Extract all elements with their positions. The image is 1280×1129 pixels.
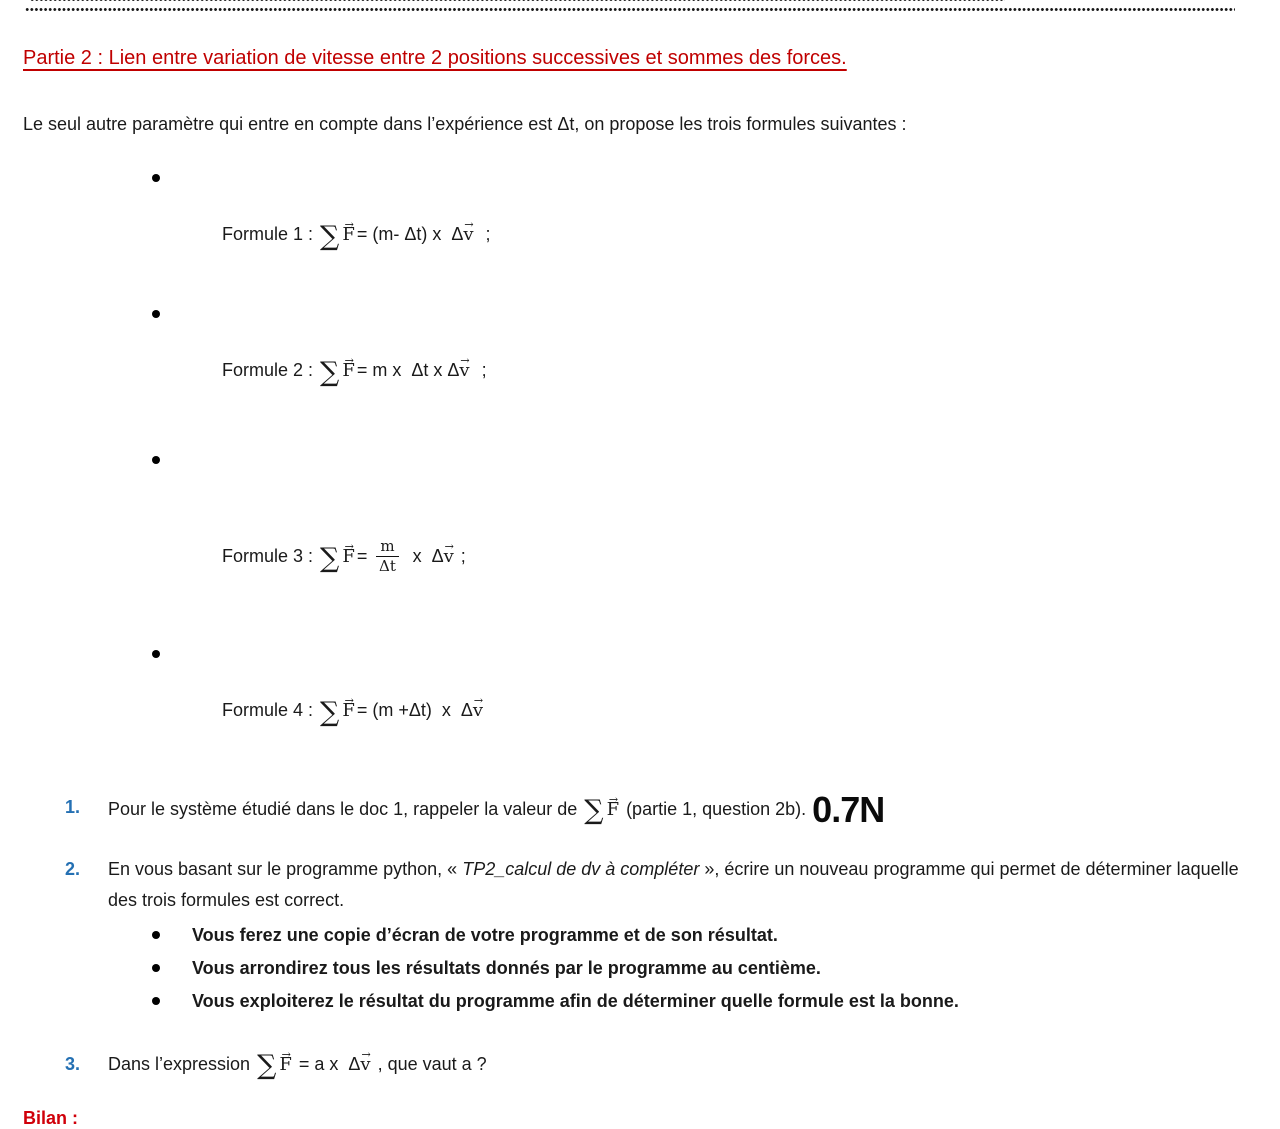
- question-1-pre: Pour le système étudié dans le doc 1, rappeler la valeur de: [108, 798, 583, 819]
- formula-tail: ;: [471, 359, 487, 380]
- vector-F: F →: [342, 226, 355, 244]
- formula-label: Formule 4 :: [222, 699, 319, 720]
- formula-tail: ;: [455, 545, 466, 566]
- formula-body: = (m +Δt) x Δ: [356, 699, 473, 720]
- formula-label: Formule 2 :: [222, 359, 319, 380]
- formula-label: Formule 3 :: [222, 545, 319, 566]
- sub-bullet-1: [108, 923, 1249, 947]
- formula-label: Formule 1 :: [222, 224, 319, 244]
- question-1-post: (partie 1, question 2b).: [621, 798, 807, 819]
- fraction-denominator: Δt: [379, 557, 396, 576]
- bilan-label: Bilan :: [23, 1107, 79, 1128]
- question-3-text: [108, 1050, 487, 1082]
- question-2-sublist: [108, 923, 1249, 1013]
- sum-symbol: ∑: [584, 795, 604, 827]
- section-heading: [23, 44, 1257, 72]
- vector-F: F →: [342, 548, 355, 566]
- question-3-pre: Dans l’expression: [108, 1053, 256, 1074]
- question-1-number: 1.: [65, 796, 81, 817]
- sum-symbol: ∑: [320, 220, 340, 252]
- question-1: [23, 788, 1257, 830]
- handwritten-answer: 0.7N: [812, 788, 885, 830]
- bullet-icon: [152, 964, 160, 972]
- formula-text: [222, 220, 491, 252]
- formula-body: = (m- Δt) x Δ: [356, 224, 464, 244]
- bullet-icon: [152, 310, 160, 318]
- question-3-post: , que vaut a ?: [372, 1053, 487, 1074]
- question-2-number: 2.: [65, 858, 81, 879]
- intro-paragraph: Le seul autre paramètre qui entre en compte dans l’expérience est Δt, on propose les trois formules suivantes :: [23, 114, 907, 134]
- formula-body: =: [356, 545, 373, 566]
- formula-body-2: x Δ: [402, 545, 444, 566]
- formula-list: [23, 164, 1257, 754]
- sub-bullet-3-text: Vous exploiterez le résultat du programme afin de déterminer quelle formule est la bonne.: [192, 990, 959, 1011]
- vector-v: v →: [463, 226, 473, 244]
- vector-v: v →: [360, 1056, 370, 1074]
- formula-item-3: [23, 436, 1257, 628]
- sum-symbol: ∑: [320, 356, 340, 388]
- vector-v: v →: [444, 548, 454, 566]
- vector-F: F →: [342, 362, 355, 380]
- question-1-text: [108, 788, 885, 830]
- formula-tail: ;: [475, 224, 491, 244]
- sum-symbol: ∑: [257, 1050, 277, 1082]
- question-2-post: », écrire un nouveau programme qui permet de déterminer laquelle des trois formules est correct.: [108, 858, 1244, 910]
- sum-symbol: ∑: [320, 696, 340, 728]
- section-heading-text: Partie 2 : Lien entre variation de vitesse entre 2 positions successives et sommes des forces.: [23, 47, 847, 69]
- formula-text: [222, 696, 485, 728]
- bullet-icon: [152, 931, 160, 939]
- question-3-number: 3.: [65, 1053, 81, 1074]
- sum-symbol: ∑: [320, 542, 340, 574]
- bullet-icon: [152, 650, 160, 658]
- vector-F: F →: [607, 801, 620, 819]
- formula-item-2: [23, 300, 1257, 414]
- formula-item-4: [23, 640, 1257, 754]
- dotted-fill-line-top: [30, 0, 1005, 2]
- sub-bullet-3: [108, 989, 1249, 1013]
- vector-F: F →: [279, 1056, 292, 1074]
- formula-body: = m x Δt x Δ: [356, 359, 460, 380]
- formula-text: [222, 356, 487, 388]
- fraction: [376, 538, 398, 576]
- question-2: [23, 854, 1257, 1013]
- filename-italic: TP2_calcul de dv à compléter: [462, 858, 700, 879]
- question-2-text: [108, 854, 1249, 916]
- question-3-mid: = a x Δ: [293, 1053, 361, 1074]
- bullet-icon: [152, 174, 160, 182]
- formula-item-1: [23, 164, 1257, 278]
- sub-bullet-2: [108, 956, 1249, 980]
- question-2-pre: En vous basant sur le programme python, «: [108, 858, 463, 879]
- fraction-numerator: m: [376, 538, 398, 557]
- bullet-icon: [152, 456, 160, 464]
- bullet-icon: [152, 997, 160, 1005]
- vector-v: v →: [473, 702, 483, 720]
- sub-bullet-2-text: Vous arrondirez tous les résultats donnés par le programme au centième.: [192, 957, 821, 978]
- vector-v: v →: [459, 362, 469, 380]
- sub-bullet-1-text: Vous ferez une copie d’écran de votre programme et de son résultat.: [192, 924, 778, 945]
- dotted-fill-line: [25, 7, 1235, 12]
- vector-F: F →: [342, 702, 355, 720]
- question-3: [23, 1049, 1257, 1080]
